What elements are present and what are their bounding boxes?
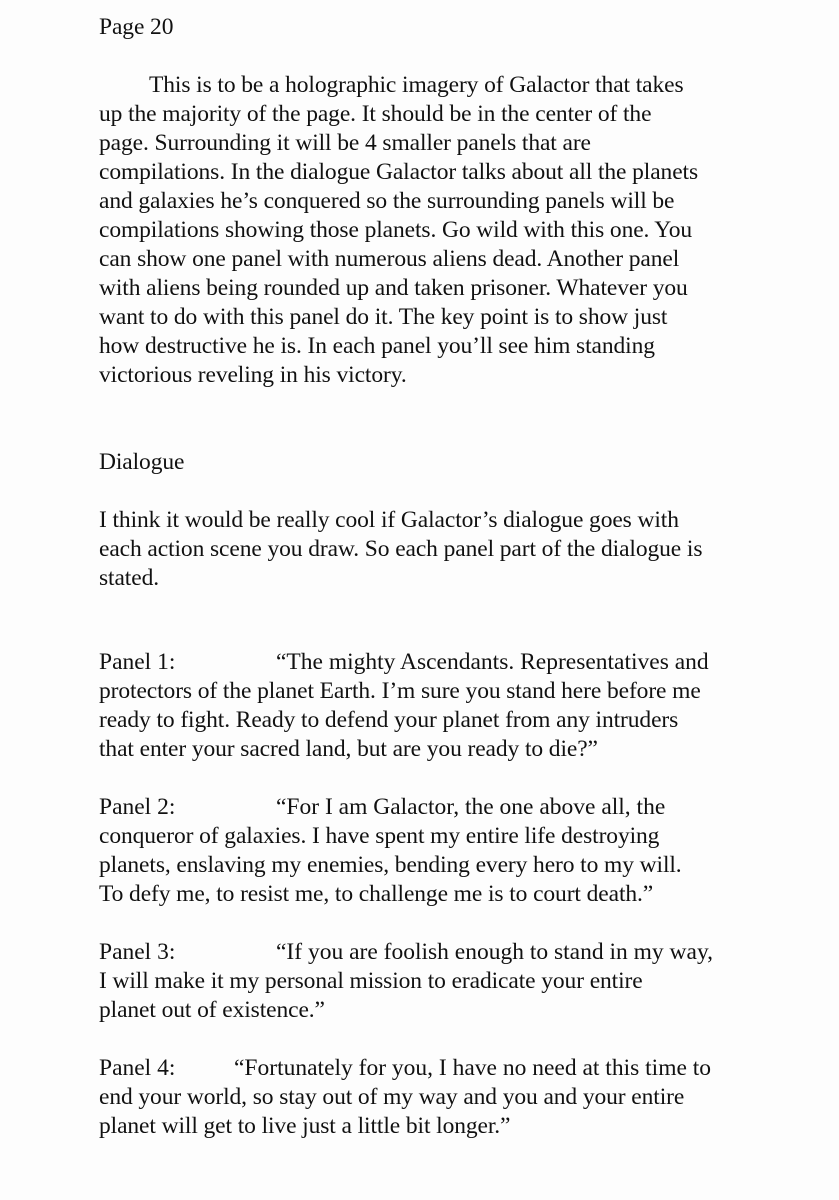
description-line: page. Surrounding it will be 4 smaller panels that are <box>99 130 591 156</box>
description-line: compilations showing those planets. Go wild with this one. You <box>99 217 693 243</box>
description-line: compilations. In the dialogue Galactor talks about all the planets <box>99 159 699 185</box>
panel-quote-line: conqueror of galaxies. I have spent my entire life destroying <box>99 823 660 849</box>
description-line: victorious reveling in his victory. <box>99 362 407 388</box>
page-number: Page 20 <box>99 14 174 40</box>
panel-quote-line: I will make it my personal mission to eradicate your entire <box>99 968 643 994</box>
description-line: with aliens being rounded up and taken prisoner. Whatever you <box>99 275 688 301</box>
panel-quote-line: To defy me, to resist me, to challenge me is to court death.” <box>99 881 654 907</box>
panel-quote-line: planet out of existence.” <box>99 997 325 1023</box>
dialogue-heading: Dialogue <box>99 449 185 475</box>
panel-label: Panel 4: <box>99 1055 176 1081</box>
description-line: can show one panel with numerous aliens dead. Another panel <box>99 246 680 272</box>
dialogue-intro-line: each action scene you draw. So each panel part of the dialogue is <box>99 536 703 562</box>
panel-label: Panel 3: <box>99 939 176 965</box>
panel-quote-line: ready to fight. Ready to defend your planet from any intruders <box>99 707 679 733</box>
panel-quote-line: “The mighty Ascendants. Representatives and <box>276 649 709 675</box>
panel-quote-line: that enter your sacred land, but are you ready to die?” <box>99 736 598 762</box>
panel-quote-line: planet will get to live just a little bit longer.” <box>99 1113 511 1139</box>
panel-quote-line: protectors of the planet Earth. I’m sure you stand here before me <box>99 678 701 704</box>
panel-quote-line: planets, enslaving my enemies, bending every hero to my will. <box>99 852 682 878</box>
panel-quote-line: end your world, so stay out of my way and you and your entire <box>99 1084 685 1110</box>
panel-quote-line: “If you are foolish enough to stand in my way, <box>276 939 714 965</box>
panel-label: Panel 1: <box>99 649 176 675</box>
panel-quote-line: “For I am Galactor, the one above all, the <box>276 794 666 820</box>
panel-quote-line: “Fortunately for you, I have no need at this time to <box>234 1055 712 1081</box>
description-line: how destructive he is. In each panel you’ll see him standing <box>99 333 655 359</box>
dialogue-intro-line: I think it would be really cool if Galactor’s dialogue goes with <box>99 507 679 533</box>
dialogue-intro-line: stated. <box>99 565 159 591</box>
panel-label: Panel 2: <box>99 794 176 820</box>
description-line: want to do with this panel do it. The key point is to show just <box>99 304 668 330</box>
description-line: and galaxies he’s conquered so the surrounding panels will be <box>99 188 675 214</box>
description-line: This is to be a holographic imagery of Galactor that takes <box>149 72 684 98</box>
description-line: up the majority of the page. It should be in the center of the <box>99 101 652 127</box>
